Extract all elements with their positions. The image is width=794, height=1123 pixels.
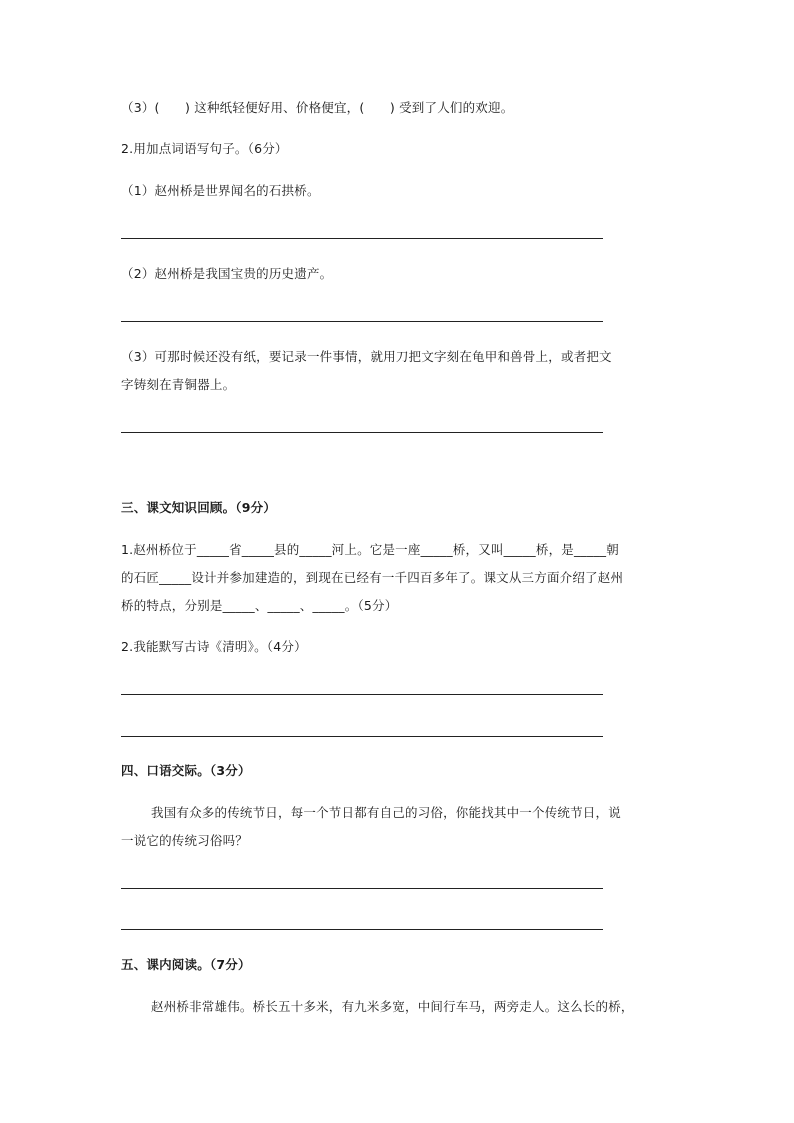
q1-line-3: 桥的特点，分别是_____、_____、_____。（5分） <box>121 598 398 613</box>
sentence-2: （2）赵州桥是我国宝贵的历史遗产。 <box>121 266 333 281</box>
reading-passage-line-1: 赵州桥非常雄伟。桥长五十多米，有九米多宽，中间行车马，两旁走人。这么长的桥， <box>151 999 634 1014</box>
sentence-1: （1）赵州桥是世界闻名的石拱桥。 <box>121 183 320 198</box>
q1-line-2: 的石匠_____设计并参加建造的，到现在已经有一千四百多年了。课文从三方面介绍了赵州 <box>121 570 624 585</box>
section-4-title: 四、口语交际。（3分） <box>121 763 251 778</box>
oral-answer-line-2[interactable] <box>121 929 603 930</box>
oral-prompt-line-2: 一说它的传统习俗吗？ <box>121 833 249 848</box>
answer-line-1[interactable] <box>121 238 603 239</box>
poem-answer-line-2[interactable] <box>121 736 603 737</box>
sentence-3-line-2: 字铸刻在青铜器上。 <box>121 377 236 392</box>
section-5-title: 五、课内阅读。（7分） <box>121 957 251 972</box>
sentence-3-line-1: （3）可那时候还没有纸，要记录一件事情，就用刀把文字刻在龟甲和兽骨上，或者把文 <box>121 349 612 364</box>
oral-prompt-line-1: 我国有众多的传统节日，每一个节日都有自己的习俗，你能找其中一个传统节日，说 <box>151 805 621 820</box>
fill-blank-sentence-3: （3）( ) 这种纸轻便好用、价格便宜，( ) 受到了人们的欢迎。 <box>121 100 514 115</box>
answer-line-2[interactable] <box>121 321 603 322</box>
answer-line-3[interactable] <box>121 432 603 433</box>
oral-answer-line-1[interactable] <box>121 888 603 889</box>
section-3-title: 三、课文知识回顾。（9分） <box>121 500 277 515</box>
poem-answer-line-1[interactable] <box>121 694 603 695</box>
question-2-title: 2.用加点词语写句子。（6分） <box>121 141 288 156</box>
q1-line-1: 1.赵州桥位于_____省_____县的_____河上。它是一座_____桥，又叫_____桥，是_____朝 <box>121 542 619 557</box>
q2-poem-title: 2.我能默写古诗《清明》。（4分） <box>121 639 307 654</box>
